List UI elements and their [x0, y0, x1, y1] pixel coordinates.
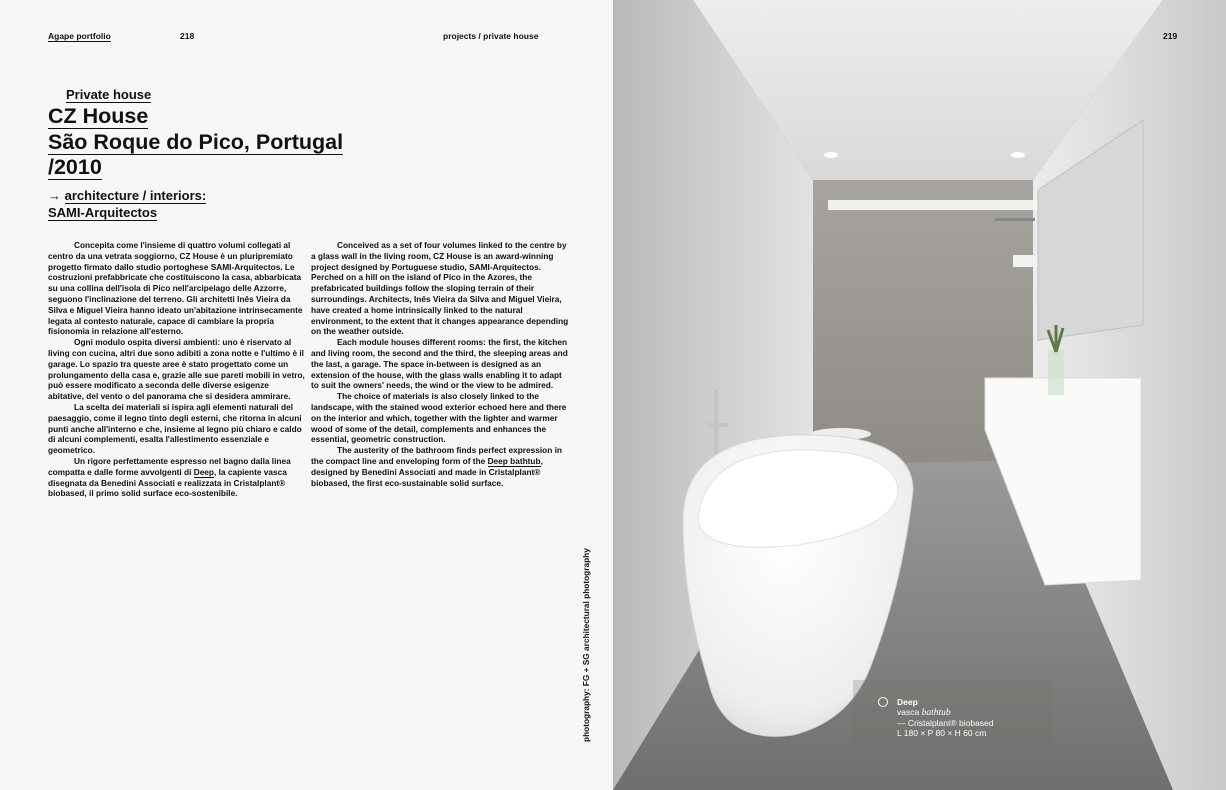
article-title	[48, 104, 343, 181]
paragraph: The choice of materials is also closely linked to the landscape, with the stained wood exterior echoed here and there on the interior and which, together with the lighter and warmer wood of some of the detail, complements and enhances the essential, geometric construction.	[311, 391, 567, 445]
paragraph: Concepita come l'insieme di quattro volumi collegati al centro da una vetrata soggiorno, CZ House è un pluripremiato progetto firmato dallo studio portoghese SAMI-Arquitectos. Le costruzioni prefabbricate che costituiscono la casa, abbarbicata su una collina dell'isola di Pico nell'arcipelago delle Azzorre, seguono l'inclinazione del terreno. Gli architetti Inês Vieira da Silva e Miguel Vieira hanno ideato un'abitazione intrinsecamente legata al contesto naturale, capace di cambiare la propria fisionomia in relazione all'esterno.	[48, 240, 303, 337]
paragraph: La scelta dei materiali si ispira agli elementi naturali del paesaggio, come il legno tinto degli esterni, che ritorna in alcuni punti anche all'interno e che, insieme al legno più chiaro e caldo di alcuni complementi, esalta l'allestimento essenziale e geometrico.	[48, 401, 302, 456]
page-number-right: 219	[1163, 31, 1178, 41]
body-text-english	[311, 240, 569, 488]
paragraph: The austerity of the bathroom finds perfect expression in the compact line and enveloping form of the Deep bathtub, designed by Benedini Associati and made in Cristalplant® biobased, the first eco-sustainable solid surface.	[311, 445, 562, 488]
caption-type: vasca	[897, 707, 922, 717]
article-subtitle: Private house	[66, 87, 152, 102]
paragraph: Un rigore perfettamente espresso nel bagno dalla linea compatta e dalle forme avvolgenti di Deep, la capiente vasca disegnata da Benedini Associati e realizzata in Cristalplant® biobased, il primo solid surface eco-sostenibile.	[48, 455, 291, 499]
caption-type-english: bathtub	[921, 708, 951, 718]
bathroom-illustration	[613, 0, 1226, 790]
arrow-icon: →	[48, 188, 65, 203]
product-link-deep-bathtub[interactable]: Deep bathtub	[487, 455, 541, 466]
credit-label: architecture / interiors:	[64, 188, 207, 203]
body-text-italian	[48, 240, 306, 499]
caption-product-name: Deep	[897, 697, 918, 707]
architect-credit	[48, 187, 206, 221]
title-line-location: São Roque do Pico, Portugal	[48, 129, 344, 154]
architect-name: SAMI-Arquitectos	[48, 205, 158, 220]
section-label: projects / private house	[443, 31, 539, 41]
page-number-left: 218	[180, 31, 195, 41]
paragraph: Each module houses different rooms: the first, the kitchen and living room, the second and the third, the sleeping areas and the last, a garage. The space in-between is designed as an extension of the house, with the glass walls enabling it to adapt to suit the owners' needs, the wind or the view to be admired.	[311, 337, 568, 391]
photo-credit: photography: FG + SG architectural photography	[581, 548, 591, 742]
caption-dimensions: L 180 × P 80 × H 60 cm	[897, 728, 987, 738]
paragraph: Ogni modulo ospita diversi ambienti: uno è riservato al living con cucina, altri due sono adibiti a zona notte e l'ultimo è il garage. Lo spazio tra queste aree è stato progettato come un prolungamento della casa e, grazie alle sue pareti mobili in vetro, può essere modificato a seconda delle diverse esigenze abitative, del vento o del panorama che si desidera ammirare.	[48, 337, 305, 402]
publication-title: Agape portfolio	[48, 31, 111, 41]
paragraph: Conceived as a set of four volumes linked to the centre by a glass wall in the living room, CZ House is an award-winning project designed by Portuguese studio, SAMI-Arquitectos. Perched on a hill on the island of Pico in the Azores, the prefabricated buildings follow the sloping terrain of their surroundings. Architects, Inês Vieira da Silva and Miguel Vieira, have created a home intrinsically linked to the natural environment, to the extent that it changes appearance depending on the weather outside.	[311, 240, 569, 337]
product-link-deep[interactable]: Deep	[193, 466, 214, 477]
bathroom-photo	[613, 0, 1226, 790]
circle-marker-icon	[878, 697, 888, 707]
caption-material: — Cristalplant® biobased	[897, 718, 994, 728]
product-caption	[897, 697, 994, 738]
running-head	[48, 31, 111, 41]
title-line-year: /2010	[48, 155, 102, 179]
title-line-project: CZ House	[48, 104, 149, 128]
